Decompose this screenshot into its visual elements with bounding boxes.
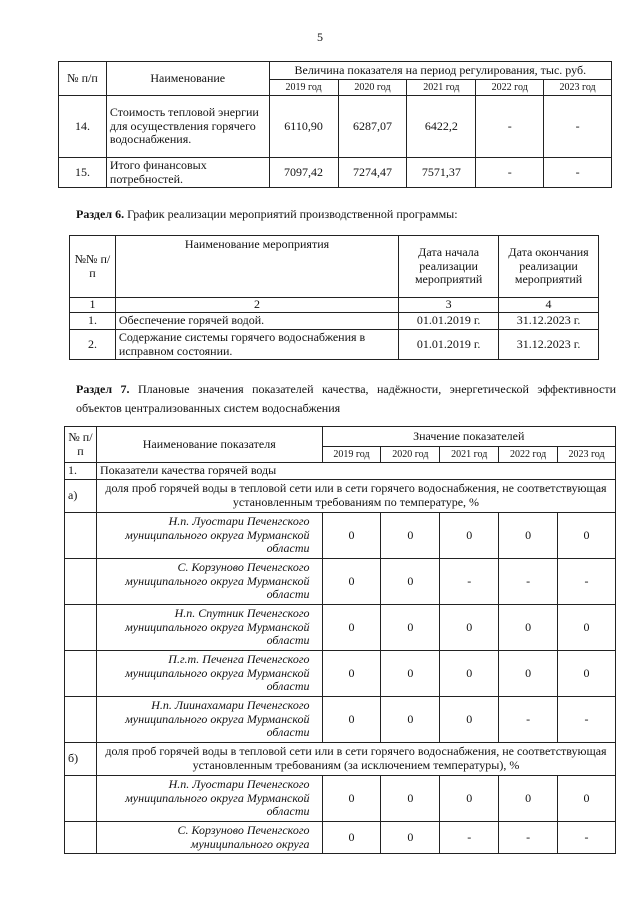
cell-value: 0 [322, 697, 381, 743]
year-header: 2022 год [499, 447, 558, 463]
table-row [70, 313, 599, 330]
subgroup-row [65, 480, 616, 513]
cell-value: 0 [499, 776, 558, 822]
section-title: Плановые значения показателей качества, надёжности, энергетической эффективности объектов централизованных систем водоснабжения [76, 382, 616, 416]
cell-value: 0 [322, 513, 381, 559]
col-num-header: № п/п [59, 62, 107, 96]
group-title: Показатели качества горячей воды [96, 463, 615, 480]
locality-name: С. Корзуново Печенгского муниципального округа Мурманской области [96, 559, 322, 605]
table-row [65, 651, 616, 697]
year-header: 2019 год [269, 80, 338, 96]
cell-value: - [476, 96, 544, 158]
year-header: 2023 год [558, 447, 616, 463]
cell-value: 0 [558, 605, 616, 651]
row-start-date: 01.01.2019 г. [399, 330, 499, 360]
col-name-header: Наименование мероприятия [115, 236, 398, 298]
row-name: Итого финансовых потребностей. [106, 158, 269, 188]
cell-value: 6287,07 [338, 96, 407, 158]
cell-value: 0 [322, 776, 381, 822]
year-header: 2023 год [544, 80, 612, 96]
cell-value: 0 [322, 822, 381, 854]
row-name: Обеспечение горячей водой. [115, 313, 398, 330]
cell-value: 0 [558, 513, 616, 559]
cell-value: 0 [499, 651, 558, 697]
cell-value: - [499, 559, 558, 605]
cell-value: 7097,42 [269, 158, 338, 188]
subgroup-row [65, 743, 616, 776]
table-row [59, 158, 612, 188]
row-num: 15. [59, 158, 107, 188]
cell-value: 0 [440, 651, 499, 697]
cell-value: 0 [381, 822, 440, 854]
col-start-header: Дата начала реализации мероприятий [399, 236, 499, 298]
section-title: График реализации мероприятий производственной программы: [124, 207, 458, 221]
cell-value: 7571,37 [407, 158, 476, 188]
row-name: Содержание системы горячего водоснабжения в исправном состоянии. [115, 330, 398, 360]
cell-value: 0 [558, 776, 616, 822]
section-label: Раздел 6. [76, 207, 125, 221]
locality-name: С. Корзуново Печенгского муниципального округа [96, 822, 322, 854]
subgroup-title: доля проб горячей воды в тепловой сети или в сети горячего водоснабжения, не соответствующая установленным требованиям по температуре, % [96, 480, 615, 513]
col-name-header: Наименование показателя [96, 427, 322, 463]
table-row [65, 697, 616, 743]
row-name: Стоимость тепловой энергии для осуществления горячего водоснабжения. [106, 96, 269, 158]
row-num: 14. [59, 96, 107, 158]
section-7-heading [76, 380, 616, 418]
group-row [65, 463, 616, 480]
table-row [65, 822, 616, 854]
cell-value: - [440, 559, 499, 605]
locality-name: Н.п. Спутник Печенгского муниципального округа Мурманской области [96, 605, 322, 651]
cell-value: - [476, 158, 544, 188]
schedule-table [69, 235, 599, 360]
year-header: 2020 год [381, 447, 440, 463]
cell-value: - [558, 559, 616, 605]
cell-value: 0 [381, 605, 440, 651]
table-row [70, 330, 599, 360]
cell-value: 0 [322, 651, 381, 697]
cell-value: 6422,2 [407, 96, 476, 158]
cell-value: 0 [440, 776, 499, 822]
row-num: а) [65, 480, 97, 513]
col-num-header: №№ п/п [70, 236, 116, 298]
page-number: 5 [317, 30, 323, 44]
row-end-date: 31.12.2023 г. [499, 313, 599, 330]
row-num: б) [65, 743, 97, 776]
cell-value: 0 [558, 651, 616, 697]
locality-name: Н.п. Лиинахамари Печенгского муниципального округа Мурманской области [96, 697, 322, 743]
col-value-header: Значение показателей [322, 427, 615, 447]
cell-value: - [440, 822, 499, 854]
cell-value: 0 [381, 776, 440, 822]
cell-value: - [499, 822, 558, 854]
year-header: 2021 год [440, 447, 499, 463]
quality-indicators-table [64, 426, 616, 854]
section-label: Раздел 7. [76, 382, 130, 396]
cell-value: 0 [440, 697, 499, 743]
col-value-header: Величина показателя на период регулирования, тыс. руб. [269, 62, 611, 80]
cell-value: 0 [381, 559, 440, 605]
col-num-header: № п/п [65, 427, 97, 463]
cell-value: 0 [381, 513, 440, 559]
cell-value: - [499, 697, 558, 743]
table-row [65, 559, 616, 605]
table-row [65, 605, 616, 651]
cell-value: - [558, 697, 616, 743]
cell-value: 0 [499, 513, 558, 559]
col-end-header: Дата окончания реализации мероприятий [499, 236, 599, 298]
subgroup-title: доля проб горячей воды в тепловой сети или в сети горячего водоснабжения, не соответствующая установленным требованиям (за исключением температуры), % [96, 743, 615, 776]
cell-value: 0 [440, 513, 499, 559]
table-row [65, 513, 616, 559]
index-cell: 2 [115, 298, 398, 313]
row-start-date: 01.01.2019 г. [399, 313, 499, 330]
index-cell: 3 [399, 298, 499, 313]
year-header: 2021 год [407, 80, 476, 96]
row-num: 2. [70, 330, 116, 360]
cell-value: - [544, 158, 612, 188]
cell-value: 0 [499, 605, 558, 651]
section-6-heading [76, 207, 458, 222]
cell-value: 7274,47 [338, 158, 407, 188]
cell-value: - [544, 96, 612, 158]
table-row [59, 96, 612, 158]
row-end-date: 31.12.2023 г. [499, 330, 599, 360]
financial-needs-table [58, 61, 612, 188]
index-cell: 1 [70, 298, 116, 313]
locality-name: Н.п. Луостари Печенгского муниципального округа Мурманской области [96, 513, 322, 559]
cell-value: 0 [381, 651, 440, 697]
cell-value: 0 [322, 605, 381, 651]
table-row [65, 776, 616, 822]
col-name-header: Наименование [106, 62, 269, 96]
cell-value: 0 [440, 605, 499, 651]
cell-value: 0 [322, 559, 381, 605]
year-header: 2019 год [322, 447, 381, 463]
cell-value: 6110,90 [269, 96, 338, 158]
year-header: 2020 год [338, 80, 407, 96]
locality-name: Н.п. Луостари Печенгского муниципального округа Мурманской области [96, 776, 322, 822]
cell-value: 0 [381, 697, 440, 743]
row-num: 1. [65, 463, 97, 480]
cell-value: - [558, 822, 616, 854]
locality-name: П.г.т. Печенга Печенгского муниципального округа Мурманской области [96, 651, 322, 697]
row-num: 1. [70, 313, 116, 330]
index-cell: 4 [499, 298, 599, 313]
year-header: 2022 год [476, 80, 544, 96]
